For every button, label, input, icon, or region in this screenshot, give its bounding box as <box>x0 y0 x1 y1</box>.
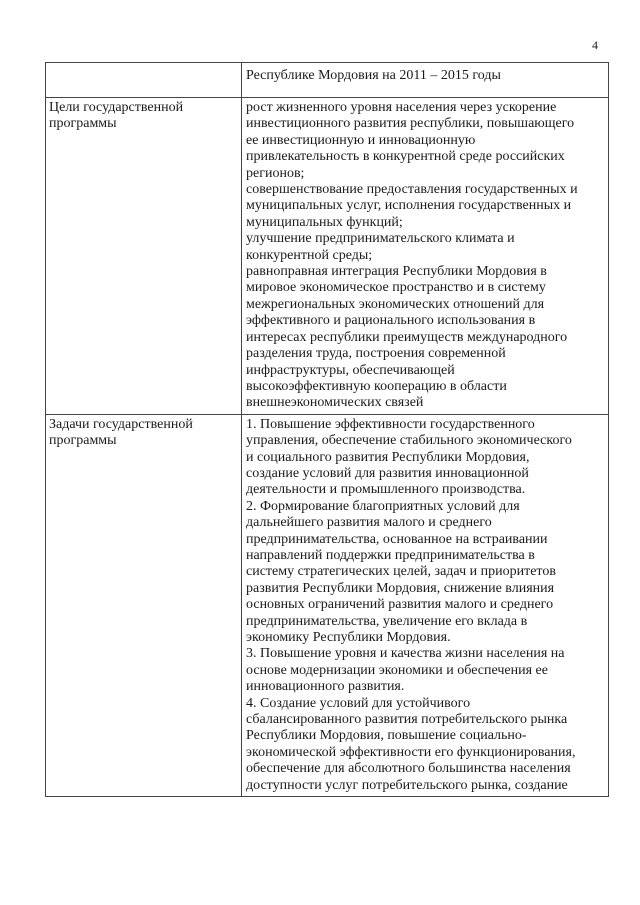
content-line: муниципальных функций; <box>246 214 403 230</box>
header-cell: Республике Мордовия на 2011 – 2015 годы <box>242 63 609 98</box>
content-line: 4. Создание условий для устойчивого <box>246 695 471 711</box>
content-line: экономической эффективности его функционирования, <box>246 744 576 760</box>
content-line: привлекательность в конкурентной среде российских <box>246 149 565 165</box>
content-line: систему стратегических целей, задач и приоритетов <box>246 564 556 580</box>
content-line: инновационного развития. <box>246 679 405 695</box>
tasks-label-cell <box>46 414 242 796</box>
table-row-goals <box>46 98 609 415</box>
content-line: управления, обеспечение стабильного экономического <box>246 433 572 449</box>
content-line: основе модернизации экономики и обеспечения ее <box>246 662 548 678</box>
table-cell-empty <box>46 63 242 98</box>
content-line: сбалансированного развития потребительского рынка <box>246 712 568 728</box>
page-number: 4 <box>592 38 598 52</box>
content-line: совершенствование предоставления государственных и <box>246 182 578 198</box>
label-line: программы <box>49 433 117 449</box>
tasks-content-cell <box>242 414 609 796</box>
content-line: высокоэффективную кооперацию в области <box>246 378 507 394</box>
content-line: равноправная интеграция Республики Мордовия в <box>246 264 547 280</box>
content-line: инфраструктуры, обеспечивающей <box>246 362 455 378</box>
content-line: муниципальных услуг, исполнения государственных и <box>246 198 572 214</box>
content-line: разделения труда, построения современной <box>246 346 506 362</box>
label-line: программы <box>49 116 117 132</box>
content-line: рост жизненного уровня населения через ускорение <box>246 100 557 115</box>
content-line: межрегиональных экономических отношений для <box>246 296 545 312</box>
goals-label-cell <box>46 98 242 415</box>
content-line: создание условий для развития инновационной <box>246 465 529 481</box>
content-line: основных ограничений развития малого и среднего <box>246 597 554 613</box>
content-line: инвестиционного развития республики, повышающего <box>246 116 575 132</box>
content-line: конкурентной среды; <box>246 247 373 263</box>
content-line: 2. Формирование благоприятных условий для <box>246 498 520 514</box>
content-line: развития Республики Мордовия, снижение влияния <box>246 580 555 596</box>
goals-content-cell <box>242 98 609 415</box>
content-line: и социального развития Республики Мордовия, <box>246 449 530 465</box>
content-line: обеспечение для абсолютного большинства населения <box>246 761 571 777</box>
content-line: деятельности и промышленного производства. <box>246 482 526 498</box>
content-line: 3. Повышение уровня и качества жизни населения на <box>246 646 565 662</box>
content-line: интересах республики преимуществ международного <box>246 329 568 345</box>
content-line: эффективного и рационального использования в <box>246 313 536 329</box>
content-line: внешнеэкономических связей <box>246 395 424 411</box>
content-line: экономику Республики Мордовия. <box>246 630 451 645</box>
table-row <box>46 63 609 98</box>
content-line: Республики Мордовия, повышение социально- <box>246 728 527 744</box>
content-line: 1. Повышение эффективности государственного <box>246 416 535 432</box>
content-line: доступности услуг потребительского рынка, создание <box>246 777 568 793</box>
label-line: Цели государственной <box>49 100 184 115</box>
content-line: дальнейшего развития малого и среднего <box>246 515 492 531</box>
content-line: направлений поддержки предпринимательства в <box>246 547 535 563</box>
content-line: предпринимательства, увеличение его вклада в <box>246 613 528 629</box>
program-passport-table <box>45 62 609 797</box>
content-line: предпринимательства, основанное на встраивании <box>246 531 548 547</box>
content-line: ее инвестиционную и инновационную <box>246 132 476 148</box>
content-line: мировое экономическое пространство и в систему <box>246 280 546 296</box>
content-line: регионов; <box>246 165 305 181</box>
table-row-tasks <box>46 414 609 796</box>
label-line: Задачи государственной <box>49 416 193 432</box>
content-line: улучшение предпринимательского климата и <box>246 231 515 247</box>
